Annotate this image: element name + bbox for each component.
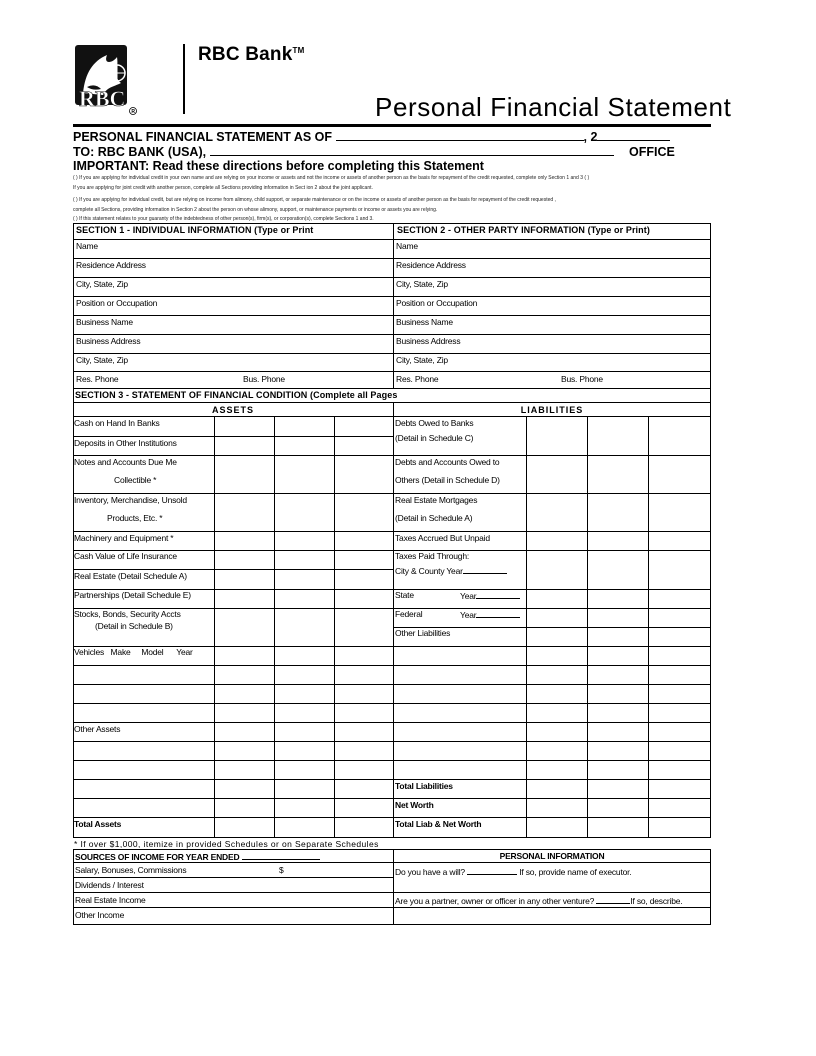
s2-occupation-label[interactable]: Position or Occupation bbox=[396, 298, 478, 308]
section3-heading: SECTION 3 - STATEMENT OF FINANCIAL CONDITION (Complete all Pages bbox=[75, 390, 398, 400]
asset-real-estate[interactable]: Real Estate (Detail Schedule A) bbox=[74, 571, 187, 581]
s1-res-phone-label[interactable]: Res. Phone bbox=[76, 374, 119, 384]
s1-name-label[interactable]: Name bbox=[76, 241, 98, 251]
liab-state[interactable]: State bbox=[395, 590, 414, 600]
asset-notes-collectible: Collectible * bbox=[114, 475, 157, 485]
itemize-footnote: * If over $1,000, itemize in provided Schedules or on Separate Schedules bbox=[74, 839, 379, 849]
s2-business-name-label[interactable]: Business Name bbox=[396, 317, 453, 327]
personal-heading: PERSONAL INFORMATION bbox=[499, 851, 605, 861]
income-dividends[interactable]: Dividends / Interest bbox=[75, 880, 144, 890]
office-label: OFFICE bbox=[629, 145, 675, 159]
asset-inventory[interactable]: Inventory, Merchandise, Unsold bbox=[74, 495, 187, 505]
liab-mortgages[interactable]: Real Estate Mortgages bbox=[395, 495, 478, 505]
s2-city-label[interactable]: City, State, Zip bbox=[396, 279, 448, 289]
s2-bus-phone-label[interactable]: Bus. Phone bbox=[561, 374, 603, 384]
will-question[interactable]: Do you have a will? If so, provide name of executor. bbox=[395, 867, 632, 877]
important-notice: IMPORTANT: Read these directions before completing this Statement bbox=[73, 159, 484, 173]
direction-3: ( ) If you are applying for individual credit, but are relying on income from alimony, child support, or separate maintenance or on the income or assets of another person as the basis for repayment of the credit requested , bbox=[73, 197, 556, 203]
assets-header: ASSETS bbox=[211, 405, 254, 415]
s1-bus-phone-label[interactable]: Bus. Phone bbox=[243, 374, 285, 384]
liab-federal-year[interactable]: Year bbox=[460, 609, 520, 620]
s2-res-phone-label[interactable]: Res. Phone bbox=[396, 374, 439, 384]
trademark: TM bbox=[292, 46, 305, 55]
s1-business-address-label[interactable]: Business Address bbox=[76, 336, 141, 346]
liab-other[interactable]: Other Liabilities bbox=[395, 628, 451, 638]
direction-2: If you are applying for joint credit with another person, complete all Sections providing information in Sect ion 2 about the joint applicant. bbox=[73, 185, 373, 191]
direction-5: ( ) If this statement relates to your guaranty of the indebtedness of other person(s), firm(s), or corporation(s), complete Sections 1 and 3. bbox=[73, 216, 374, 222]
asset-stocks-schedule: (Detail in Schedule B) bbox=[95, 621, 173, 631]
liab-taxes-paid: Taxes Paid Through: bbox=[395, 551, 470, 561]
direction-4: complete all Sections, providing information in Section 2 about the person on whose alimony, support, or maintenance payments or income or assets you are relying. bbox=[73, 207, 438, 213]
asset-other[interactable]: Other Assets bbox=[74, 724, 121, 734]
asset-machinery[interactable]: Machinery and Equipment * bbox=[74, 533, 174, 543]
s2-name-label[interactable]: Name bbox=[396, 241, 418, 251]
liab-city-county[interactable]: City & County Year bbox=[395, 565, 507, 576]
s1-occupation-label[interactable]: Position or Occupation bbox=[76, 298, 158, 308]
direction-1: ( ) If you are applying for individual credit in your own name and are relying on your income or assets and not the income or assets of another person as the basis for repayment of the credit requested, complete only Section 1 and 3 ( ) bbox=[73, 175, 590, 181]
asset-stocks[interactable]: Stocks, Bonds, Security Accts bbox=[74, 609, 181, 619]
section2-heading: SECTION 2 - OTHER PARTY INFORMATION (Type or Print) bbox=[397, 225, 650, 235]
svg-text:R: R bbox=[131, 109, 136, 115]
asset-notes[interactable]: Notes and Accounts Due Me bbox=[74, 457, 177, 467]
s2-business-city-label[interactable]: City, State, Zip bbox=[396, 355, 448, 365]
net-worth: Net Worth bbox=[395, 800, 434, 810]
income-currency: $ bbox=[279, 865, 284, 875]
liab-others[interactable]: Debts and Accounts Owed to bbox=[395, 457, 500, 467]
liab-total: Total Liabilities bbox=[395, 781, 453, 791]
asset-life-insurance[interactable]: Cash Value of Life Insurance bbox=[74, 551, 177, 561]
asset-partnerships[interactable]: Partnerships (Detail Schedule E) bbox=[74, 590, 191, 600]
to-line: TO: RBC BANK (USA), bbox=[73, 145, 614, 159]
asset-total: Total Assets bbox=[74, 819, 122, 829]
liab-others-schedule: Others (Detail in Schedule D) bbox=[395, 475, 500, 485]
logo-text: RBC bbox=[79, 86, 126, 111]
liab-federal[interactable]: Federal bbox=[395, 609, 423, 619]
liab-banks[interactable]: Debts Owed to Banks bbox=[395, 418, 474, 428]
document-title: Personal Financial Statement bbox=[375, 92, 732, 122]
asset-deposits[interactable]: Deposits in Other Institutions bbox=[74, 438, 177, 448]
s1-business-city-label[interactable]: City, State, Zip bbox=[76, 355, 128, 365]
s2-business-address-label[interactable]: Business Address bbox=[396, 336, 461, 346]
partner-question[interactable]: Are you a partner, owner or officer in any other venture? If so, describe. bbox=[395, 896, 683, 906]
income-heading: SOURCES OF INCOME FOR YEAR ENDED bbox=[75, 851, 320, 862]
s1-residence-label[interactable]: Residence Address bbox=[76, 260, 146, 270]
liab-state-year[interactable]: Year bbox=[460, 590, 520, 601]
s1-city-label[interactable]: City, State, Zip bbox=[76, 279, 128, 289]
liab-taxes-accrued[interactable]: Taxes Accrued But Unpaid bbox=[395, 533, 490, 543]
liab-banks-schedule: (Detail in Schedule C) bbox=[395, 433, 474, 443]
as-of-line: PERSONAL FINANCIAL STATEMENT AS OF , 2 bbox=[73, 130, 670, 144]
bank-name: RBC Bank™ bbox=[198, 44, 305, 65]
asset-vehicles[interactable]: Vehicles Make Model Year bbox=[74, 647, 193, 657]
section1-heading: SECTION 1 - INDIVIDUAL INFORMATION (Type or Print bbox=[76, 225, 314, 235]
liabilities-header: LIABILITIES bbox=[520, 405, 584, 415]
s2-residence-label[interactable]: Residence Address bbox=[396, 260, 466, 270]
income-salary[interactable]: Salary, Bonuses, Commissions bbox=[75, 865, 187, 875]
asset-inventory-products: Products, Etc. * bbox=[107, 513, 163, 523]
asset-cash[interactable]: Cash on Hand In Banks bbox=[74, 418, 160, 428]
total-liab-net-worth: Total Liab & Net Worth bbox=[395, 819, 482, 829]
s1-business-name-label[interactable]: Business Name bbox=[76, 317, 133, 327]
income-other[interactable]: Other Income bbox=[75, 910, 125, 920]
liab-mortgages-schedule: (Detail in Schedule A) bbox=[395, 513, 473, 523]
income-real-estate[interactable]: Real Estate Income bbox=[75, 895, 146, 905]
